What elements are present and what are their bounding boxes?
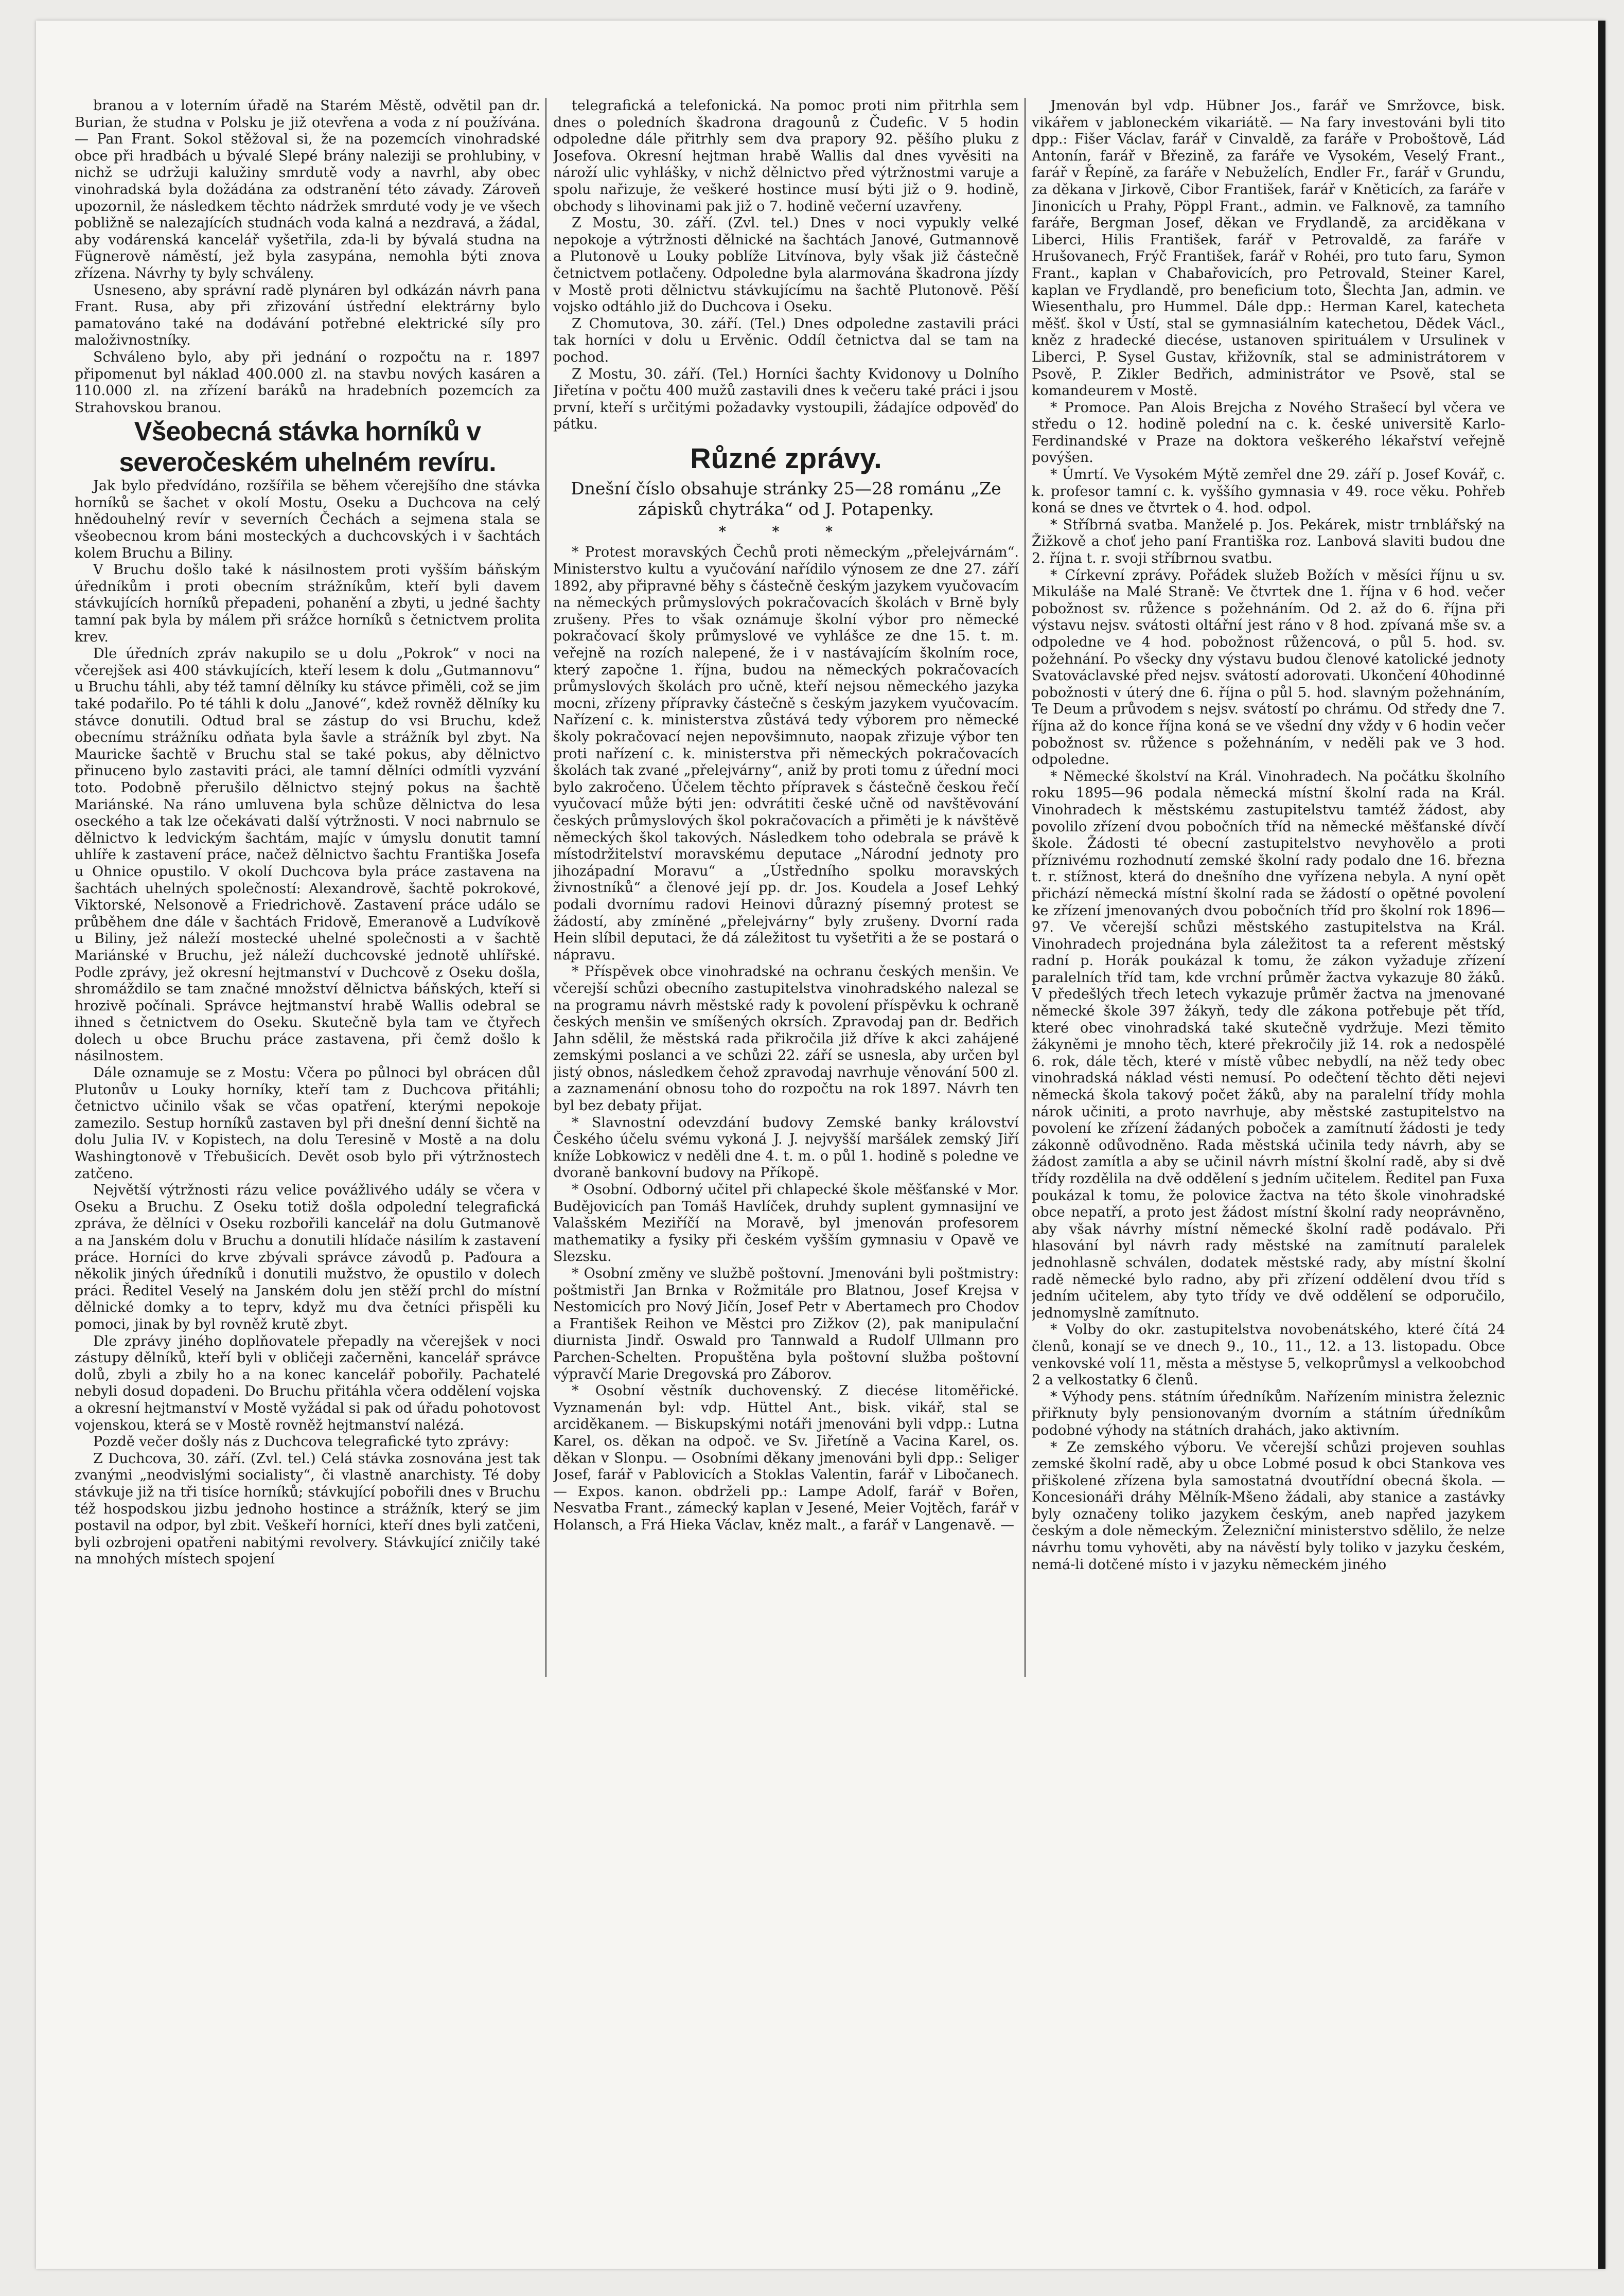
paragraph: * Protest moravských Čechů proti německým „přelejvárnám“. Ministerstvo kultu a vyučování nařídilo výnosem ze dne 27. září 1892, aby připravné běhy s částečně českým jazykem vyučovacím na německých průmyslových pokračovacích školách v Brně byly zrušeny. Přes to však oznámuje školní výbor pro německé pokračovací školy průmyslové ve vyhlášce ze dne 15. t. m. veřejně na rozích nalepené, že i v nastávajícím školním roce, který započne 1. října, budou na německých pokračovacích průmyslových školách pro učně, kteří nejsou německého jazyka mocni, zřízeny přípravky částečně s českým jazykem vyučovacím. Nařízení c. k. ministerstva zůstává tedy výborem pro německé školy pokračovací nejen nepovšimnuto, naopak zřizuje výbor ten proti nařízení c. k. ministerstva při německých pokračovacích školách tak zvané „přelejvárny“, aniž by proti tomu z úřední moci bylo zakročeno. Účelem těchto přípravek s částečně českou řečí vyučovací může býti jen: odvrátiti české učně od navštěvování českých průmyslových škol pokračovacích a přiměti je k návštěvě německých škol takových. Následkem toho odebrala se právě k místodržitelství moravskému deputace „Národní jednoty pro jihozápadní Moravu“ a „Ústředního spolku moravských živnostníků“ a členové její pp. dr. Jos. Koudela a Josef Lehký podali dvornímu radovi Heinovi důrazný písemný protest se žádostí, aby zmíněné „přelejvárny“ byly zrušeny. Dvorní rada Hein slíbil deputaci, že dá záležitost tu vyšetřiti a že se postará o nápravu.	[553, 544, 1019, 963]
column-left	[75, 98, 540, 1621]
paragraph: * Promoce. Pan Alois Brejcha z Nového Strašecí byl včera ve středu o 12. hodině polední na c. k. české universitě Karlo-Ferdinandské v Praze na doktora veškerého lékařství veřejně povýšen.	[1032, 399, 1505, 466]
paragraph: Dle úředních zpráv nakupilo se u dolu „Pokrok“ v noci na včerejšek asi 400 stávkujících, kteří lesem k dolu „Gutmannovu“ u Bruchu táhli, aby též tamní dělníky ku stávce přiměli, což se jim také podařilo. Po té táhli k dolu „Janové“, kdež rovněž dělníky ku stávce donutili. Odtud bral se zástup do vsi Bruchu, kdež obecnímu strážníku odňata byla šavle a strážník byl zbyt. Na Mauricke šachtě v Bruchu stal se také pokus, aby dělnictvo přinuceno bylo zastaviti práci, ale tamní dělníci odmítli vyzvání toto. Podobně přerušilo dělnictvo stejný pokus na šachtě Mariánské. Na ráno umluvena byla schůze dělnictva do lesa oseckého a tak lze očekávati další výtržnosti. V noci nabrnulo se dělnictvo k ledvickým šachtám, majíc v úmyslu donutit tamní uhlíře k zastavení práce, načež dělnictvo šachtu Františka Josefa u Ohnice opustilo. V okolí Duchcova byla práce zastavena na šachtách uhelných společností: Alexandrově, šachtě pokrokové, Viktorské, Nelsonově a Friedrichově. Zastavení práce událo se průběhem dne dále v šachtách Fridově, Emeranově a Ludvíkově u Biliny, jež náleží mostecké uhelné společnosti a v šachtě Mariánské v Bruchu, jež náleží duchcovské jednotě uhlířské. Podle zprávy, jež okresní hejtmanství v Duchcově z Oseku došla, shromáždilo se tam značné množství dělnictva báňských, kteří si hrozivě počínali. Správce hejtmanství hrabě Wallis odebral se ihned s četnictvem do Oseku. Skutečně byla tam ve čtyřech dolech u obce Bruchu práce zastavena, při čemž došlo k násilnostem.	[75, 646, 540, 1064]
newspaper-page	[36, 21, 1605, 2269]
paragraph: Z Mostu, 30. září. (Zvl. tel.) Dnes v noci vypukly velké nepokoje a výtržnosti dělnické na šachtách Janové, Gutmannově a Plutonově u Louky poblíže Litvínova, byly však již částečně četnictvem potlačeny. Odpoledne byla alarmována škadrona jízdy v Mostě proti dělnictvu stávkujícímu na šachtě Plutonově. Pěší vojsko odtáhlo již do Duchcova i Oseku.	[553, 215, 1019, 315]
paragraph: Schváleno bylo, aby při jednání o rozpočtu na r. 1897 připomenut byl náklad 400.000 zl. na stavbu nových kasáren a 110.000 zl. na zřízení baráků na hradebních pozemcích za Strahovskou branou.	[75, 349, 540, 416]
paragraph: V Bruchu došlo také k násilnostem proti vyšším báňským úředníkům i proti obecním strážníkům, kteří byli davem stávkujících horníků přepadeni, pohanění a zbyti, u jedné šachty tamní pak byla by málem při srážce horníků s četnictvem prolita krev.	[75, 562, 540, 645]
paragraph: * Osobní. Odborný učitel při chlapecké škole měšťanské v Mor. Budějovicích pan Tomáš Havlíček, druhdy suplent gymnasijní ve Valašském Meziříčí na Moravě, byl jmenován profesorem mathematiky a fysiky při českém vyšším gymnasiu v Opavě ve Slezsku.	[553, 1182, 1019, 1265]
paragraph: * Úmrtí. Ve Vysokém Mýtě zemřel dne 29. září p. Josef Kovář, c. k. profesor tamní c. k. vyššího gymnasia v 49. roce věku. Pohřeb koná se dnes ve čtvrtek o 4. hod. odpol.	[1032, 467, 1505, 517]
paragraph: * Ze zemského výboru. Ve včerejší schůzi projeven souhlas zemské školní radě, aby u obce Lobmé posud k obci Stankova ves přiškolené zřízena byla samostatná dvoutřídní obecná škola. — Koncesionáři dráhy Mělník-Mšeno žádali, aby stanice a zastávky byly označeny toliko jazykem českým, aneb napřed jazykem českým a dole německým. Železniční ministerstvo sdělilo, že nelze návrhu tomu vyhověti, aby na návěstí byly toliko v jazyku českém, nemá-li dotčené místo i v jazyku německém jiného	[1032, 1439, 1505, 1573]
paragraph: * Výhody pens. státním úředníkům. Nařízením ministra železnic přiřknuty byly pensionovaným dvorním a státním úředníkům podobné výhody na státních drahách, jako aktivním.	[1032, 1389, 1505, 1438]
paragraph: * Slavnostní odevzdání budovy Zemské banky království Českého účelu svému vykoná J. J. nejvyšší maršálek zemský Jiří kníže Lobkowicz v neděli dne 4. t. m. o půl 1. hodině s poledne ve dvoraně bankovní budovy na Příkopě.	[553, 1114, 1019, 1181]
column-right	[1032, 98, 1505, 1621]
paragraph: * Církevní zprávy. Pořádek služeb Božích v měsíci říjnu u sv. Mikuláše na Malé Straně: Ve čtvrtek dne 1. října v 6 hod. večer pobožnost sv. růžence s požehnáním. Od 2. až do 6. října při výstavu nejsv. svátosti oltářní jest ráno v 8 hod. zpívaná mše sv. a odpoledne ve 4 hod. pobožnost růžencová, o půl 5. hod. sv. požehnání. Po všecky dny výstavu budou členové katolické jednoty Svatováclavské před nejsv. svátostí adorovati. Ukončení 40hodinné pobožnosti v úterý dne 6. října o půl 5. hod. slavným požehnáním, Te Deum a průvodem s nejsv. svátostí po chrámu. Od středy dne 7. října až do konce října koná se ve všední dny vždy v 6 hodin večer pobožnost sv. růžence s požehnáním, v neděli pak ve 3 hod. odpoledne.	[1032, 567, 1505, 768]
paragraph: Usneseno, aby správní radě plynáren byl odkázán návrh pana Frant. Rusa, aby při zřizování ústřední elektrárny bylo pamatováno také na dodávání potřebné elektrické síly pro maloživnostníky.	[75, 282, 540, 349]
paragraph: Jmenován byl vdp. Hübner Jos., farář ve Smržovce, bisk. vikářem v jabloneckém vikariátě. — Na fary investováni byli tito dpp.: Fišer Václav, farář v Cinvaldě, za faráře v Proboštově, Lád Antonín, farář v Březině, za faráře ve Vysokém, Veselý Frant., farář v Řepíně, za faráře v Nebuželích, Endler Fr., farář v Grundu, za děkana v Jirkově, Cibor František, farář v Kněticích, za faráře v Jinonicích u Prahy, Pöppl Frant., admin. ve Falknově, za tamního faráře, Bergman Josef, děkan ve Frydlandě, za arciděkana v Liberci, Hilis František, farář v Petrovaldě, za faráře v Hrušovanech, Frýč František, farář v Rohéi, pro tuto faru, Symon Frant., kaplan v Chabařovicích, pro Petrovald, Steiner Karel, kaplan ve Frydlandě, pro beneficium toto, Šlechta Jan, admin. ve Wiesenthalu, pro Hummel. Dále dpp.: Herman Karel, katecheta měšť. škol v Ústí, stal se gymnasiálním katechetou, Dědek Václ., kněz z hradecké diecése, ustanoven spirituálem v Ursulinek v Liberci, P. Sysel Gustav, křižovník, stal se administrátorem v Psově, P. Zikler Bedřich, administrátor ve Psově, stal se komandeurem v Mostě.	[1032, 98, 1505, 399]
paragraph: telegrafická a telefonická. Na pomoc proti nim přitrhla sem dnes o poledních škadrona dragounů z Čudefic. V 5 hodin odpoledne dále přitrhly sem dva prapory 92. pěšího pluku z Josefova. Okresní hejtman hrabě Wallis dal dnes vyvěsiti na nároží ulic vyhlášky, v nichž dělnictvo před výtržnostmi varuje a spolu nařizuje, že veškeré hostince musí býti již o 9. hodině, obchody s lihovinami pak již o 7. hodině večerní uzavřeny.	[553, 98, 1019, 215]
paragraph: Z Mostu, 30. září. (Tel.) Horníci šachty Kvidonovy u Dolního Jiřetína v počtu 400 mužů zastavili dnes k večeru také práci i jsou první, kteří s určitými požadavky vystoupili, žádajíce odpověď do pátku.	[553, 366, 1019, 433]
paragraph: * Příspěvek obce vinohradské na ochranu českých menšin. Ve včerejší schůzi obecního zastupitelstva vinohradského nalezal se na programu návrh městské rady k povolení příspěvku k ochraně českých menšin ve smíšených okrsích. Zpravodaj pan dr. Bedřich Jahn sdělil, že městská rada přikročila již dříve k akci zahájené zemskými poslanci a ve schůzi 22. září se usnesla, aby určen byl jistý obnos, následkem čehož zpravodaj navrhuje věnování 500 zl. a zaznamenání obnosu toho do rozpočtu na rok 1897. Návrh ten byl bez debaty přijat.	[553, 964, 1019, 1114]
paragraph: Z Duchcova, 30. září. (Zvl. tel.) Celá stávka zosnována jest tak zvanými „neodvislými socialisty“, či vlastně anarchisty. Té doby stávkuje již na tři tisíce horníků; stávkující pobořili dnes v Bruchu též hospodskou jizbu jednoho hostince a strážník, který se jim postavil na odpor, byl zbit. Veškeří horníci, kteří dnes byli zatčeni, byli ozbrojeni opatřeni nabitými revolvery. Stávkující zničily také na mnohých místech spojení	[75, 1450, 540, 1568]
separator-stars: * * *	[718, 523, 854, 540]
section-title-news: Různé zprávy.	[690, 441, 882, 474]
paragraph: Dle zprávy jiného doplňovatele přepadly na včerejšek v noci zástupy dělníků, kteří byli v obličeji začerněni, kancelář správce dolů, zbyli a zbily ho a na konec kancelář pobořily. Pachatelé nebyli dosud dopadeni. Do Bruchu přitáhla včera oddělení vojska a okresní hejtmanství v Mostě vyžádal si pak od úřadu pohotovost vojenskou, která se v Mostě rovněž hejtmanství nalézá.	[75, 1333, 540, 1433]
paragraph: Největší výtržnosti rázu velice povážlivého udály se včera v Oseku a Bruchu. Z Oseku totiž došla odpolední telegrafická zpráva, že dělníci v Oseku rozbořili kancelář na dolu Gutmanově a na Janském dolu v Bruchu a donutili hlídače násilím k zastavení práce. Horníci do krve zbývali správce závodů p. Paďoura a několik jiných úředníků i donutili mužstvo, že opustilo v dolech práci. Ředitel Veselý na Janském dolu jen stěží prchl do místní dělnické domky a to teprv, když mu dva četníci přispěli ku pomoci, jinak by byl rovněž krutě zbyt.	[75, 1182, 540, 1332]
paragraph: branou a v loterním úřadě na Starém Městě, odvětil pan dr. Burian, že studna v Polsku je již otevřena a voda z ní používána. — Pan Frant. Sokol stěžoval si, že na pozemcích vinohradské obce při hradbách u bývalé Slepé brány naleziji se prohlubiny, v nichž se udržuji kalužiny smrdutě vody a navrhl, aby obec vinohradská byla dožádána za odstranění této závady. Zároveň upozornil, že následkem těchto nádržek smrduté vody je ve všech pobližně se nalezajících studnách voda kalná a nezdravá, a žádal, aby vodárenská kancelář vyšetřila, zda-li by bývalá studna na Fügnerově náměstí, jež byla zasypána, nemohla býti znova zřízena. Návrhy ty byly schváleny.	[75, 98, 540, 281]
paragraph: Z Chomutova, 30. září. (Tel.) Dnes odpoledne zastavili práci tak horníci v dolu u Ervěnic. Oddíl četnictva dal se tam na pochod.	[553, 315, 1019, 365]
paragraph: Pozdě večer došly nás z Duchcova telegrafické tyto zprávy:	[93, 1434, 509, 1450]
paragraph: * Osobní změny ve službě poštovní. Jmenováni byli poštmistry: poštmistři Jan Brnka v Rožmitále pro Blatnou, Josef Krejsa v Nestomicích pro Nový Jičín, Josef Petr v Abertamech pro Chodov a František Reihon ve Městci pro Zižkov (2), pak manipulační diurnista Jindř. Oswald pro Tannwald a Rudolf Ullmann pro Parchen-Schelten. Propuštěna byla poštovní služba poštovní výpravčí Marie Dregovská pro Záborov.	[553, 1266, 1019, 1382]
paragraph: * Německé školství na Král. Vinohradech. Na počátku školního roku 1895—96 podala německá místní školní rada na Král. Vinohradech k městskému zastupitelstvu tamtéž žádost, aby povolilo zřízení dvou pobočních tříd na německé měšťanské dívčí škole. Žádosti té obecní zastupitelstvo nevyhovělo a proti příznivému rozhodnutí zemské školní rady podalo dne 16. března t. r. stížnost, která do dnešního dne vyřízena nebyla. A nyní opět přichází německá místní školní rada se žádostí o opětné povolení ke zřízení jmenovaných dvou pobočních tříd pro školní rok 1896—97. Ve včerejší schůzi městského zastupitelstva na Král. Vinohradech projednána byla záležitost ta a referent městský radní p. Horák poukázal k tomu, že zákon vyžaduje zřízení paralelních tříd tam, kde vrchní průměr žactva vykazuje 80 žáků. V předešlých třech letech vykazuje průměr žactva na jmenované německé škole 397 žákyň, tedy dle zákona potřebuje pět tříd, které obec vinohradská také skutečně vydržuje. Mezi těmito žákyněmi je mnoho těch, které překročily již 14. rok a nedospělé 6. rok, dále těch, které v místě vůbec nebydlí, na něž tedy obec vinohradská náklad vésti nemusí. Po odečtení těchto děti nejevi německá škola takový počet žáků, aby na paralelní třídy mohla nárok učiniti, a proto navrhuje, aby městské zastupitelstvo na povolení ke zřízení žádaných poboček a zamítnutí žádosti je tedy zákonně odůvodněno. Rada městská učinila tedy návrh, aby se žádost zamítla a aby se učinil návrh místní školní radě, aby si dvě třídy rozdělila na dvě oddělení s jedním učitelem. Ředitel pan Fuxa poukázal k tomu, že polovice žactva na této škole vinohradské obce nepatří, a proto jest žádost místní školní rady neoprávněno, aby však návrhy místní německé školní radě podávalo. Při hlasování byl návrh rady městské na zamítnutí paralelek jednohlasně schválen, dodatek městské rady, aby místní školní radě německé bylo radno, aby při zřízení oddělení dvou tříd s jedním učitelem, aby tyto třídy ve dvě oddělení se odporučilo, jednomyslně zamítnuto.	[1032, 768, 1505, 1321]
paragraph: * Osobní věstník duchovenský. Z diecése litoměřické. Vyznamenán byl: vdp. Hüttel Ant., bisk. vikář, stal se arciděkanem. — Biskupskými notáři jmenováni byli vdpp.: Lutna Karel, os. děkan na odpoč. ve Sv. Jiřetíně a Vacina Karel, os. děkan v Slonpu. — Osobními děkany jmenováni byli dpp.: Seliger Josef, farář v Pablovicích a Stoklas Valentin, farář v Libočanech. — Expos. kanon. obdrželi pp.: Lampe Adolf, farář v Bořen, Nesvatba Frant., zámecký kaplan v Jesené, Meier Vojtěch, farář v Holansch, a Frá Hieka Václav, kněz malt., a farář v Langenavě. —	[553, 1383, 1019, 1533]
lead-note: Dnešní číslo obsahuje stránky 25—28 románu „Ze zápisků chytráka“ od J. Potapenky.	[571, 478, 1001, 519]
column-rule	[545, 98, 546, 1677]
paragraph: * Stříbrná svatba. Manželé p. Jos. Pekárek, mistr trnblářský na Žižkově a choť jeho paní Františka roz. Lanbová slaviti budou dne 2. října t. r. svoji stříbrnou svatbu.	[1032, 517, 1505, 567]
paragraph: Dále oznamuje se z Mostu: Včera po půlnoci byl obrácen důl Plutonův u Louky horníky, kteří tam z Duchcova přitáhli; četnictvo učinilo však se včas opatření, kterými nepokoje zamezilo. Sestup horníků zastaven byl při dnešní denní šichtě na dolu Julia IV. v Kopistech, na dolu Teresině v Mostě a na dolu Washingtonově v Třebušicích. Devět osob bylo při výtržnostech zatčeno.	[75, 1065, 540, 1182]
headline-strike: Všeobecná stávka horníků v severočeském uhelném revíru.	[119, 417, 496, 478]
column-middle	[553, 98, 1019, 1621]
paragraph: Jak bylo předvídáno, rozšířila se během včerejšího dne stávka horníků se šachet v okolí Mostu, Oseku a Duchcova na celý hnědouhelný revír v severních Čechách a sejmena stala se všeobecnou krom báni mosteckých a duchcovských i v šachtách kolem Bruchu a Biliny.	[75, 478, 540, 561]
paragraph: * Volby do okr. zastupitelstva novobenátského, které čítá 24 členů, konají se ve dnech 9., 10., 11., 12. a 13. listopadu. Obce venkovské volí 11, města a městyse 5, velkoprůmysl a velkoobchod 2 a velkostatky 6 členů.	[1032, 1322, 1505, 1389]
column-rule	[1025, 98, 1026, 1677]
